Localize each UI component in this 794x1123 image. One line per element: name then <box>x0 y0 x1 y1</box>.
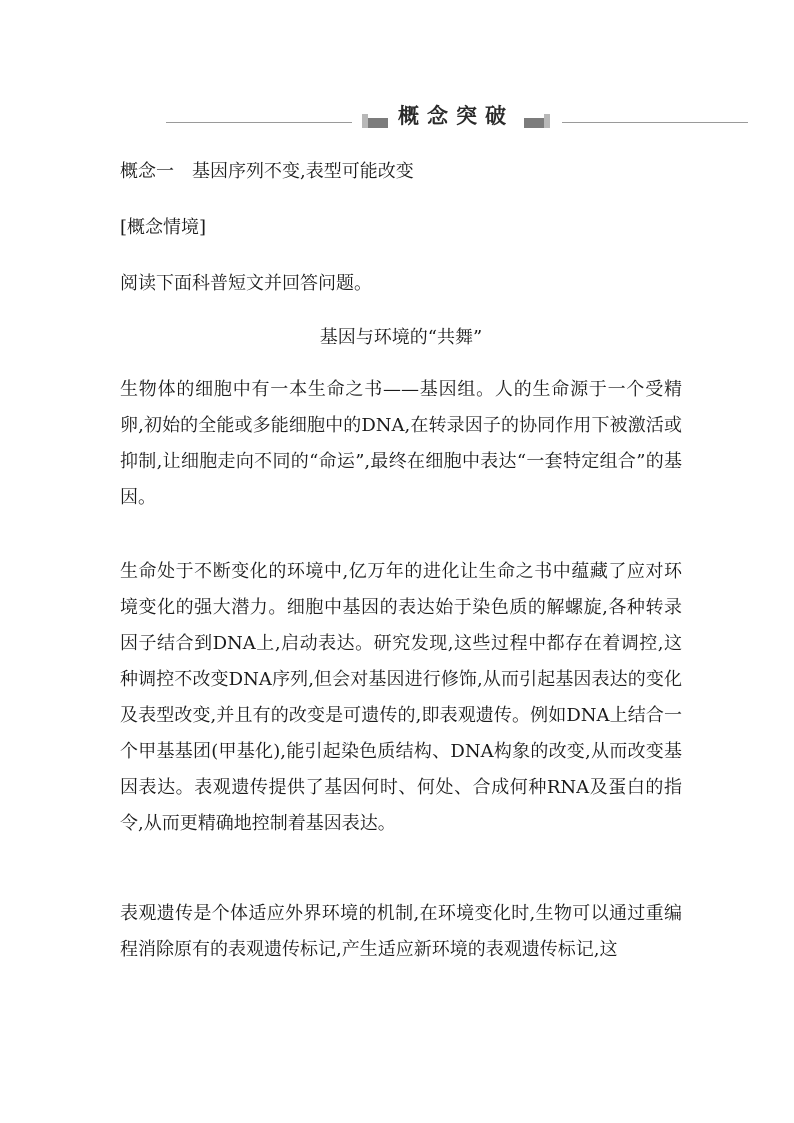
concept-banner <box>362 102 550 130</box>
context-label: [概念情境] <box>120 217 207 238</box>
header-rule-right <box>562 122 748 123</box>
section-header <box>0 96 794 136</box>
paragraph-3: 表观遗传是个体适应外界环境的机制,在环境变化时,生物可以通过重编程消除原有的表观遗传标记,产生适应新环境的表观遗传标记,这 <box>120 903 682 960</box>
header-rule-left <box>166 122 352 123</box>
banner-title: 概念突破 <box>398 104 514 128</box>
paragraph-1: 生物体的细胞中有一本生命之书——基因组。人的生命源于一个受精卵,初始的全能或多能细胞中的DNA,在转录因子的协同作用下被激活或抑制,让细胞走向不同的“命运”,最终在细胞中表达“一套特定组合”的基因。 <box>120 379 682 508</box>
paragraph-2: 生命处于不断变化的环境中,亿万年的进化让生命之书中蕴藏了应对环境变化的强大潜力。细胞中基因的表达始于染色质的解螺旋,各种转录因子结合到DNA上,启动表达。研究发现,这些过程中都存在着调控,这种调控不改变DNA序列,但会对基因进行修饰,从而引起基因表达的变化及表型改变,并且有的改变是可遗传的,即表观遗传。例如DNA上结合一个甲基基团(甲基化),能引起染色质结构、DNA构象的改变,从而改变基因表达。表观遗传提供了基因何时、何处、合成何种RNA及蛋白的指令,从而更精确地控制着基因表达。 <box>120 561 682 834</box>
reading-instruction: 阅读下面科普短文并回答问题。 <box>120 273 372 294</box>
section-heading: 概念一 基因序列不变,表型可能改变 <box>120 161 414 182</box>
article-title: 基因与环境的“共舞” <box>319 327 483 348</box>
